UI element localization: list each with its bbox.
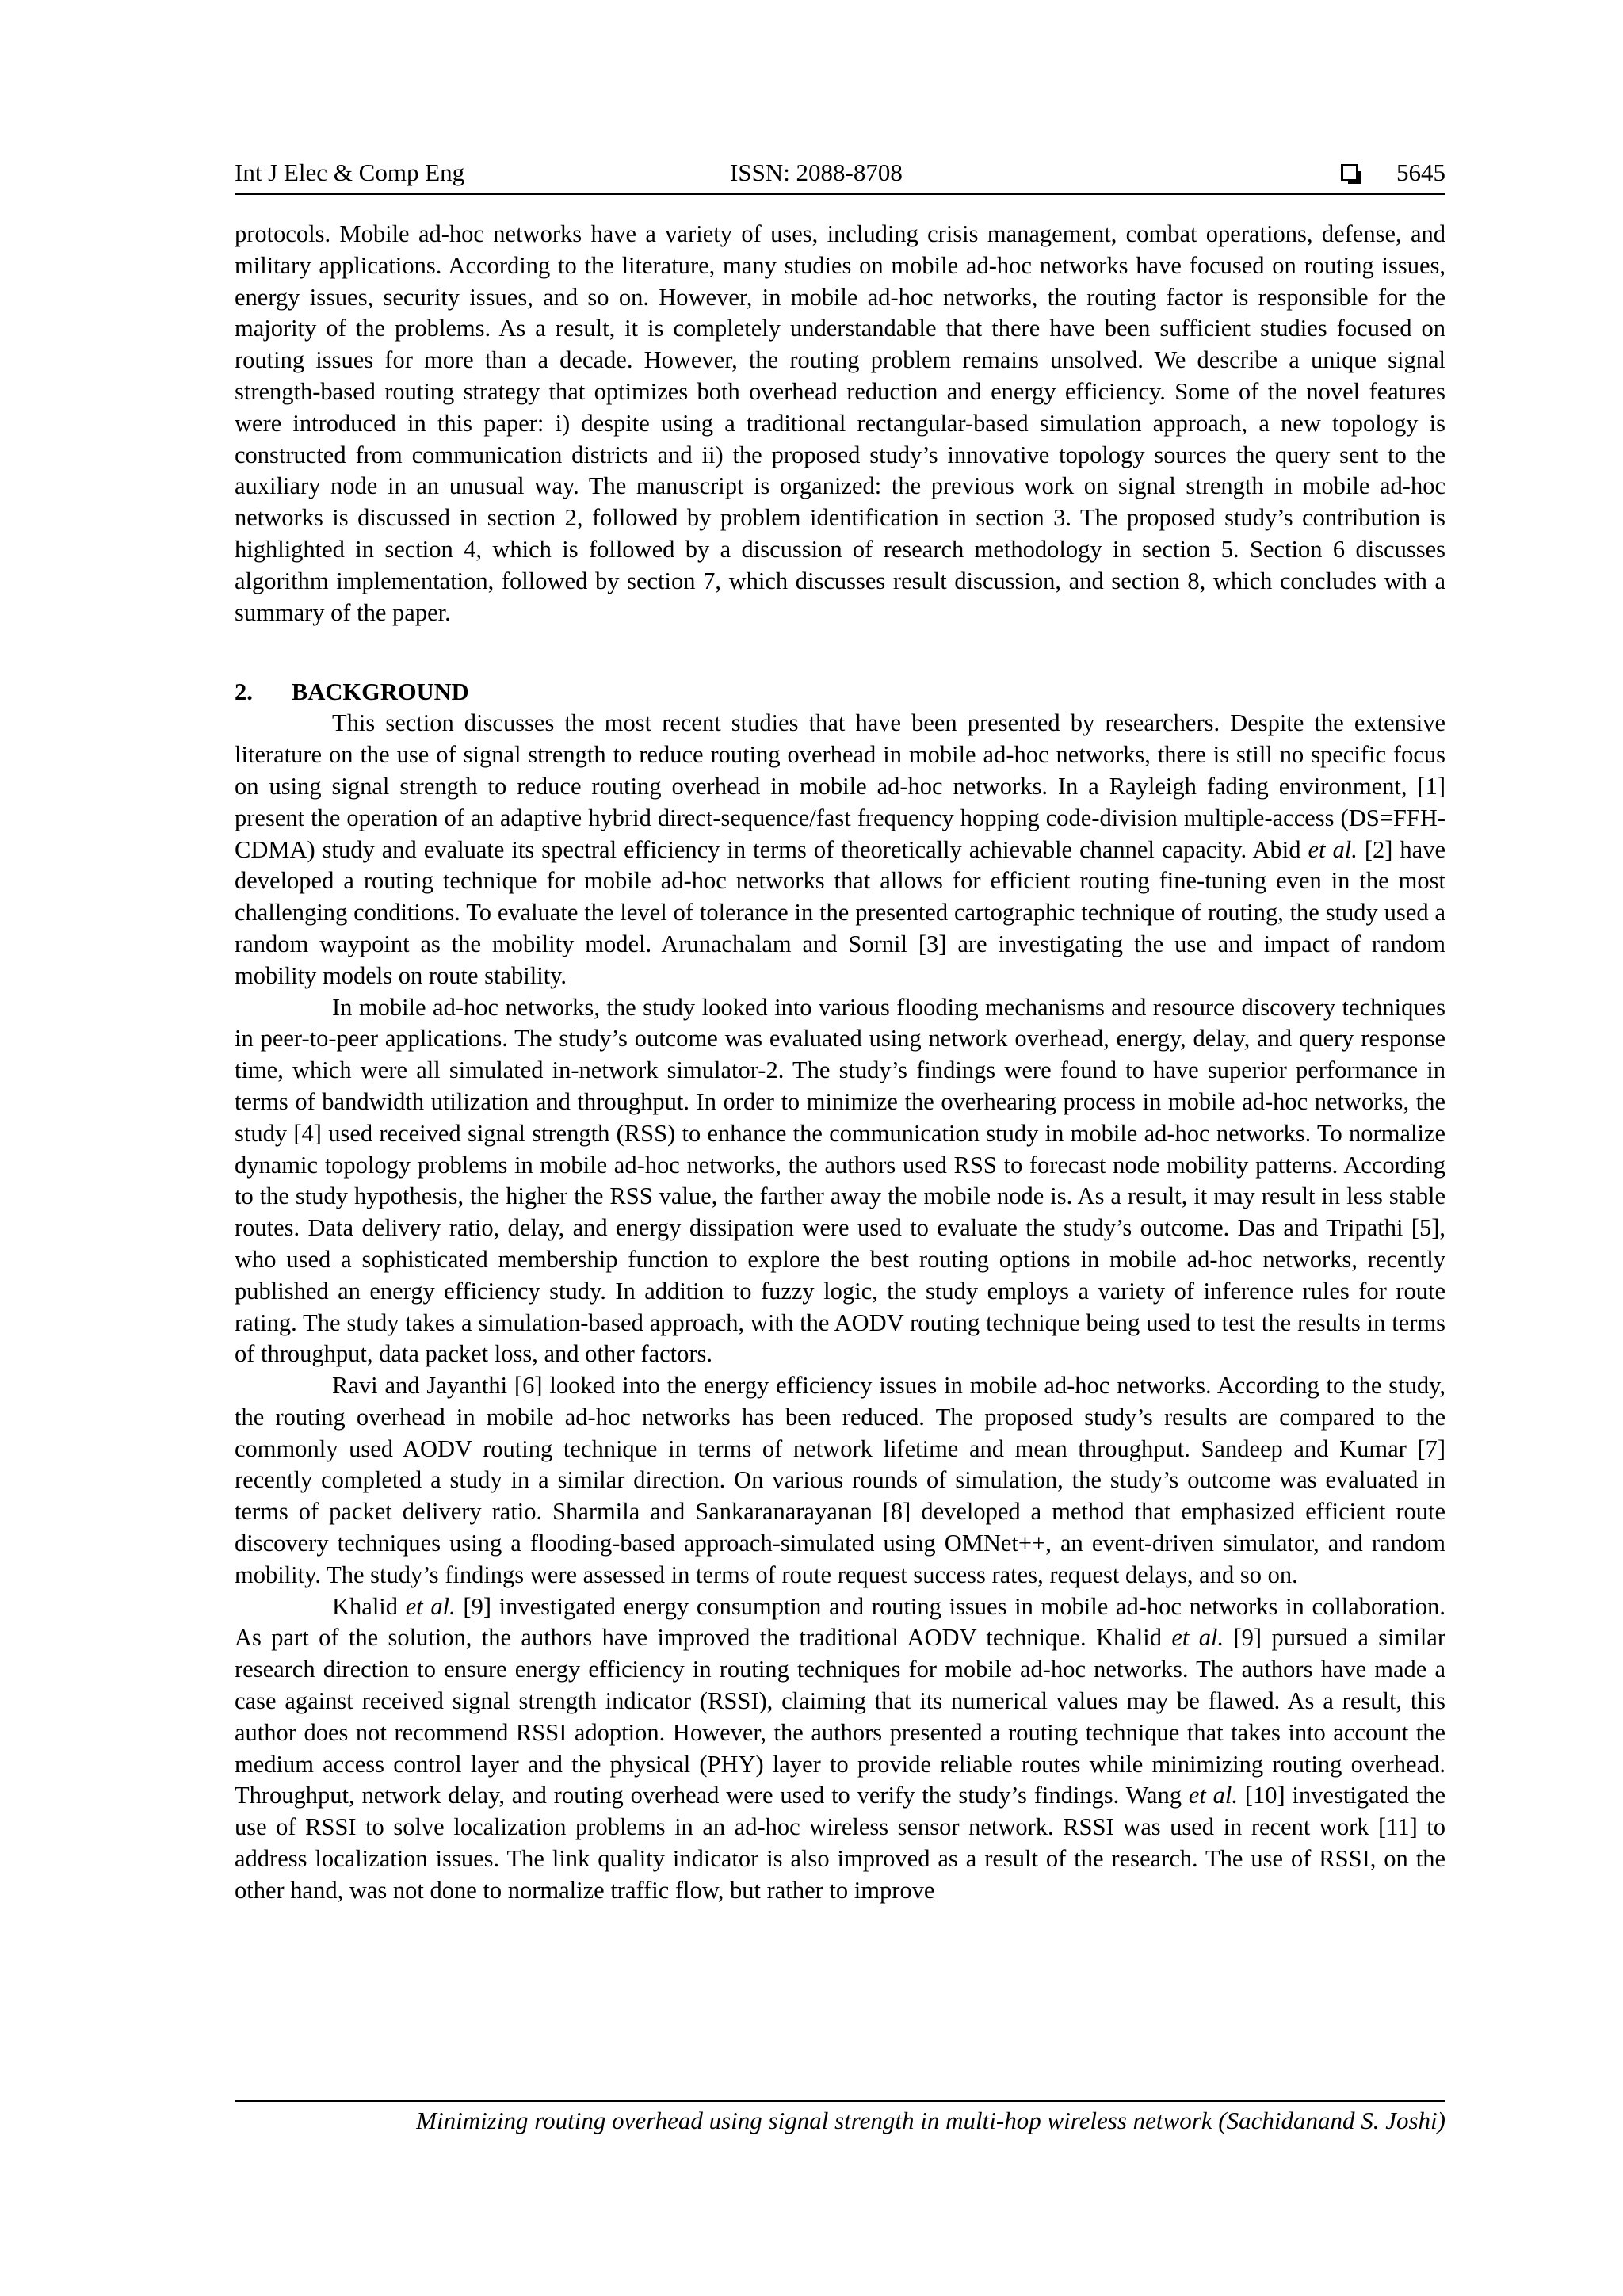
- paragraph-text: This section discusses the most recent studies that have been presented by researchers. Despite the extensive literature on the use of signal strength to reduce routing overhead in mobile ad-hoc networks, there is still no specific focus on using signal strength to reduce routing overhead in mobile ad-hoc networks. In a Rayleigh fading environment, [1] present the operation of an adaptive hybrid direct-sequence/fast frequency hopping code-division multiple-access (DS=FFH-CDMA) study and evaluate its spectral efficiency in terms of theoretically achievable channel capacity. Abid: [235, 709, 1445, 863]
- paragraph-text: [9] pursued a similar research direction to ensure energy efficiency in routing techniques for mobile ad-hoc networks. The authors have made a case against received signal strength indicator (RSSI), claiming that its numerical values may be flawed. As a result, this author does not recommend RSSI adoption. However, the authors presented a routing technique that takes into account the medium access control layer and the physical (PHY) layer to provide reliable routes while minimizing routing overhead. Throughput, network delay, and routing overhead were used to verify the study’s findings. Wang: [235, 1624, 1446, 1809]
- footer-caption: Minimizing routing overhead using signal strength in multi-hop wireless network (Sachidanand S. Joshi): [416, 2107, 1445, 2134]
- intro-paragraph: protocols. Mobile ad-hoc networks have a variety of uses, including crisis management, combat operations, defense, and military applications. According to the literature, many studies on mobile ad-hoc networks have focused on routing issues, energy issues, security issues, and so on. However, in mobile ad-hoc networks, the routing factor is responsible for the majority of the problems. As a result, it is completely understandable that there have been sufficient studies focused on routing issues for more than a decade. However, the routing problem remains unsolved. We describe a unique signal strength-based routing strategy that optimizes both overhead reduction and energy efficiency. Some of the novel features were introduced in this paper: i) despite using a traditional rectangular-based simulation approach, a new topology is constructed from communication districts and ii) the proposed study’s innovative topology sources the query sent to the auxiliary node in an unusual way. The manuscript is organized: the previous work on signal strength in mobile ad-hoc networks is discussed in section 2, followed by problem identification in section 3. The proposed study’s contribution is highlighted in section 4, which is followed by a discussion of research methodology in section 5. Section 6 discusses algorithm implementation, followed by section 7, which discusses result discussion, and section 8, which concludes with a summary of the paper.: [235, 220, 1445, 626]
- italic-et-al: et al.: [405, 1592, 456, 1620]
- running-footer: [235, 2100, 1445, 2137]
- page-number-group: [1341, 157, 1445, 189]
- paragraph-text: [9] investigated energy consumption and routing issues in mobile ad-hoc networks in collaboration. As part of the solution, the authors have improved the traditional AODV technique. Khalid: [235, 1592, 1446, 1652]
- body-text: [235, 219, 1445, 1907]
- section-heading: [235, 676, 1445, 708]
- section-title: BACKGROUND: [292, 678, 469, 706]
- italic-et-al: et al.: [1171, 1624, 1224, 1652]
- italic-et-al: et al.: [1188, 1782, 1239, 1809]
- paragraph-2: In mobile ad-hoc networks, the study looked into various flooding mechanisms and resource discovery techniques in peer-to-peer applications. The study’s outcome was evaluated using network overhead, energy, delay, and query response time, which were all simulated in-network simulator-2. The study’s findings were found to have superior performance in terms of bandwidth utilization and throughput. In order to minimize the overhearing process in mobile ad-hoc networks, the study [4] used received signal strength (RSS) to enhance the communication study in mobile ad-hoc networks. To normalize dynamic topology problems in mobile ad-hoc networks, the authors used RSS to forecast node mobility patterns. According to the study hypothesis, the higher the RSS value, the farther away the mobile node is. As a result, it may result in less stable routes. Data delivery ratio, delay, and energy dissipation were used to evaluate the study’s outcome. Das and Tripathi [5], who used a sophisticated membership function to explore the best routing options in mobile ad-hoc networks, recently published an energy efficiency study. In addition to fuzzy logic, the study employs a variety of inference rules for route rating. The study takes a simulation-based approach, with the AODV routing technique being used to test the results in terms of throughput, data packet loss, and other factors.: [235, 993, 1445, 1368]
- paragraph-text: [2] have developed a routing technique for mobile ad-hoc networks that allows for efficient routing fine-tuning even in the most challenging conditions. To evaluate the level of tolerance in the presented cartographic technique of routing, the study used a random waypoint as the mobility model. Arunachalam and Sornil [3] are investigating the use and impact of random mobility models on route stability.: [235, 835, 1445, 989]
- paragraph-3: Ravi and Jayanthi [6] looked into the energy efficiency issues in mobile ad-hoc networks. According to the study, the routing overhead in mobile ad-hoc networks has been reduced. The proposed study’s results are compared to the commonly used AODV routing technique in terms of network lifetime and mean throughput. Sandeep and Kumar [7] recently completed a study in a similar direction. On various rounds of simulation, the study’s outcome was evaluated in terms of packet delivery ratio. Sharmila and Sankaranarayanan [8] developed a method that emphasized efficient route discovery techniques using a flooding-based approach-simulated using OMNet++, an event-driven simulator, and random mobility. The study’s findings were assessed in terms of route request success rates, request delays, and so on.: [235, 1372, 1445, 1588]
- paragraph-1: [235, 708, 1445, 991]
- page-number: 5645: [1396, 159, 1445, 186]
- paragraph-text: [10] investigated the use of RSSI to solve localization problems in an ad-hoc wireless sensor network. RSSI was used in recent work [11] to address localization issues. The link quality indicator is also improved as a result of the research. The use of RSSI, on the other hand, was not done to normalize traffic flow, but rather to improve: [235, 1782, 1445, 1904]
- running-header: [235, 157, 1445, 195]
- italic-et-al: et al.: [1308, 835, 1358, 863]
- journal-name: Int J Elec & Comp Eng: [235, 159, 465, 186]
- issn: ISSN: 2088-8708: [730, 159, 903, 186]
- section-number: 2.: [235, 678, 253, 706]
- paragraph-4: [235, 1591, 1445, 1907]
- paragraph-text: Khalid: [332, 1592, 406, 1620]
- checkbox-square-icon: [1341, 164, 1358, 181]
